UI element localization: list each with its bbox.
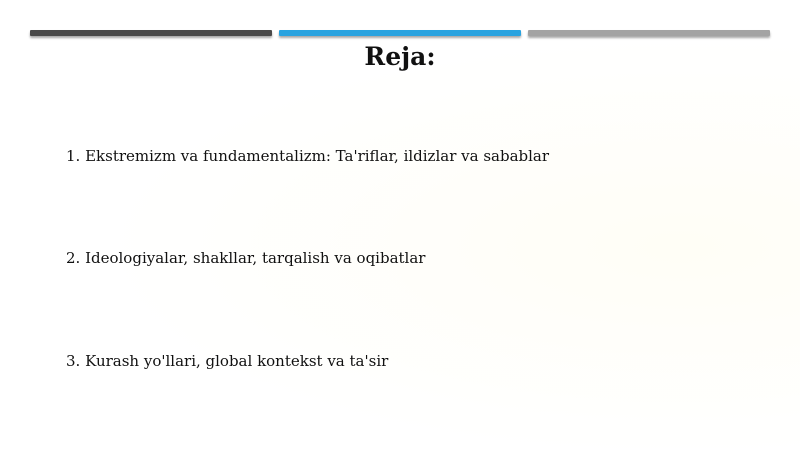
agenda-item: 2. Ideologiyalar, shakllar, tarqalish va oqibatlar	[66, 249, 426, 267]
agenda-item: 3. Kurash yo'llari, global kontekst va ta'sir	[66, 352, 389, 370]
header-bar-gray	[528, 30, 770, 36]
header-bar-blue	[279, 30, 521, 36]
header-bar-dark	[30, 30, 272, 36]
agenda-item: 1. Ekstremizm va fundamentalizm: Ta'riflar, ildizlar va sabablar	[66, 147, 550, 165]
slide-title: Reja:	[364, 42, 436, 71]
